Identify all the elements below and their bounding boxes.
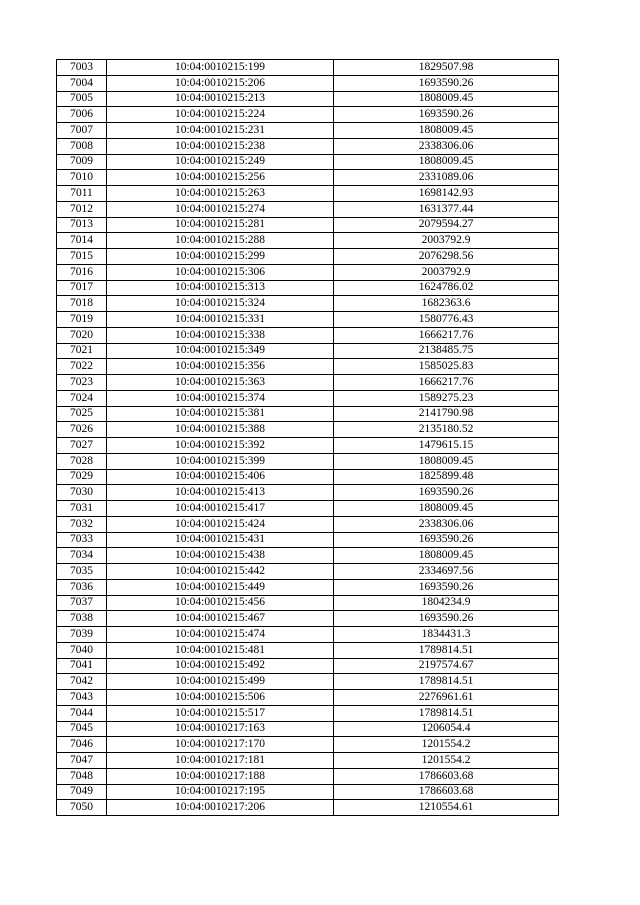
table-row [57, 107, 559, 123]
cadastral-number-cell: 10:04:0010215:499 [107, 674, 334, 690]
table-row [57, 658, 559, 674]
cadastral-number-cell: 10:04:0010215:399 [107, 453, 334, 469]
table-row [57, 674, 559, 690]
value-cell: 1693590.26 [334, 107, 559, 123]
table-row [57, 343, 559, 359]
table-row [57, 406, 559, 422]
table-row [57, 280, 559, 296]
row-number-cell: 7029 [57, 469, 107, 485]
value-cell: 1479615.15 [334, 438, 559, 454]
row-number-cell: 7004 [57, 75, 107, 91]
value-cell: 2197574.67 [334, 658, 559, 674]
value-cell: 1624786.02 [334, 280, 559, 296]
table-row [57, 784, 559, 800]
cadastral-number-cell: 10:04:0010217:206 [107, 800, 334, 816]
row-number-cell: 7020 [57, 327, 107, 343]
table-row [57, 91, 559, 107]
cadastral-number-cell: 10:04:0010215:506 [107, 690, 334, 706]
cadastral-number-cell: 10:04:0010215:274 [107, 201, 334, 217]
row-number-cell: 7025 [57, 406, 107, 422]
row-number-cell: 7034 [57, 548, 107, 564]
value-cell: 1786603.68 [334, 784, 559, 800]
data-table [56, 59, 559, 816]
row-number-cell: 7019 [57, 312, 107, 328]
cadastral-number-cell: 10:04:0010215:392 [107, 438, 334, 454]
cadastral-number-cell: 10:04:0010215:213 [107, 91, 334, 107]
value-cell: 1666217.76 [334, 375, 559, 391]
row-number-cell: 7012 [57, 201, 107, 217]
table-row [57, 532, 559, 548]
row-number-cell: 7003 [57, 60, 107, 76]
value-cell: 2135180.52 [334, 422, 559, 438]
value-cell: 1698142.93 [334, 186, 559, 202]
row-number-cell: 7023 [57, 375, 107, 391]
row-number-cell: 7047 [57, 753, 107, 769]
data-table-body [57, 60, 559, 816]
row-number-cell: 7038 [57, 611, 107, 627]
table-row [57, 312, 559, 328]
row-number-cell: 7033 [57, 532, 107, 548]
cadastral-number-cell: 10:04:0010215:249 [107, 154, 334, 170]
value-cell: 1834431.3 [334, 627, 559, 643]
value-cell: 1206054.4 [334, 721, 559, 737]
value-cell: 1631377.44 [334, 201, 559, 217]
table-row [57, 485, 559, 501]
row-number-cell: 7005 [57, 91, 107, 107]
cadastral-number-cell: 10:04:0010215:413 [107, 485, 334, 501]
row-number-cell: 7014 [57, 233, 107, 249]
row-number-cell: 7006 [57, 107, 107, 123]
value-cell: 1786603.68 [334, 768, 559, 784]
value-cell: 2141790.98 [334, 406, 559, 422]
table-row [57, 705, 559, 721]
table-row [57, 595, 559, 611]
table-row [57, 438, 559, 454]
value-cell: 2076298.56 [334, 249, 559, 265]
table-row [57, 768, 559, 784]
row-number-cell: 7011 [57, 186, 107, 202]
table-row [57, 721, 559, 737]
table-row [57, 469, 559, 485]
table-row [57, 453, 559, 469]
row-number-cell: 7007 [57, 123, 107, 139]
cadastral-number-cell: 10:04:0010215:281 [107, 217, 334, 233]
row-number-cell: 7030 [57, 485, 107, 501]
row-number-cell: 7022 [57, 359, 107, 375]
cadastral-number-cell: 10:04:0010215:306 [107, 264, 334, 280]
table-row [57, 800, 559, 816]
row-number-cell: 7031 [57, 501, 107, 517]
value-cell: 1789814.51 [334, 642, 559, 658]
value-cell: 1808009.45 [334, 91, 559, 107]
value-cell: 1789814.51 [334, 674, 559, 690]
row-number-cell: 7037 [57, 595, 107, 611]
cadastral-number-cell: 10:04:0010215:313 [107, 280, 334, 296]
cadastral-number-cell: 10:04:0010217:181 [107, 753, 334, 769]
value-cell: 1589275.23 [334, 390, 559, 406]
table-row [57, 201, 559, 217]
table-row [57, 123, 559, 139]
value-cell: 2079594.27 [334, 217, 559, 233]
table-row [57, 579, 559, 595]
value-cell: 1693590.26 [334, 579, 559, 595]
table-row [57, 170, 559, 186]
table-row [57, 501, 559, 517]
value-cell: 2338306.06 [334, 516, 559, 532]
value-cell: 1201554.2 [334, 737, 559, 753]
value-cell: 1666217.76 [334, 327, 559, 343]
cadastral-number-cell: 10:04:0010215:442 [107, 564, 334, 580]
row-number-cell: 7009 [57, 154, 107, 170]
cadastral-number-cell: 10:04:0010215:381 [107, 406, 334, 422]
row-number-cell: 7016 [57, 264, 107, 280]
table-row [57, 60, 559, 76]
table-row [57, 138, 559, 154]
cadastral-number-cell: 10:04:0010215:299 [107, 249, 334, 265]
value-cell: 1808009.45 [334, 123, 559, 139]
value-cell: 2138485.75 [334, 343, 559, 359]
cadastral-number-cell: 10:04:0010215:456 [107, 595, 334, 611]
cadastral-number-cell: 10:04:0010215:231 [107, 123, 334, 139]
table-row [57, 296, 559, 312]
cadastral-number-cell: 10:04:0010215:374 [107, 390, 334, 406]
cadastral-number-cell: 10:04:0010215:331 [107, 312, 334, 328]
cadastral-number-cell: 10:04:0010215:324 [107, 296, 334, 312]
value-cell: 1201554.2 [334, 753, 559, 769]
row-number-cell: 7032 [57, 516, 107, 532]
row-number-cell: 7039 [57, 627, 107, 643]
table-row [57, 233, 559, 249]
value-cell: 1829507.98 [334, 60, 559, 76]
cadastral-number-cell: 10:04:0010215:474 [107, 627, 334, 643]
value-cell: 1808009.45 [334, 453, 559, 469]
table-row [57, 264, 559, 280]
table-row [57, 548, 559, 564]
cadastral-number-cell: 10:04:0010215:363 [107, 375, 334, 391]
cadastral-number-cell: 10:04:0010215:288 [107, 233, 334, 249]
value-cell: 1808009.45 [334, 501, 559, 517]
value-cell: 2276961.61 [334, 690, 559, 706]
row-number-cell: 7024 [57, 390, 107, 406]
value-cell: 2331089.06 [334, 170, 559, 186]
table-row [57, 690, 559, 706]
value-cell: 1682363.6 [334, 296, 559, 312]
cadastral-number-cell: 10:04:0010215:349 [107, 343, 334, 359]
row-number-cell: 7010 [57, 170, 107, 186]
row-number-cell: 7026 [57, 422, 107, 438]
value-cell: 1693590.26 [334, 611, 559, 627]
value-cell: 1825899.48 [334, 469, 559, 485]
table-row [57, 154, 559, 170]
cadastral-number-cell: 10:04:0010215:256 [107, 170, 334, 186]
table-row [57, 186, 559, 202]
cadastral-number-cell: 10:04:0010215:356 [107, 359, 334, 375]
table-row [57, 390, 559, 406]
value-cell: 2334697.56 [334, 564, 559, 580]
cadastral-number-cell: 10:04:0010215:224 [107, 107, 334, 123]
row-number-cell: 7048 [57, 768, 107, 784]
cadastral-number-cell: 10:04:0010215:492 [107, 658, 334, 674]
cadastral-number-cell: 10:04:0010215:481 [107, 642, 334, 658]
table-row [57, 642, 559, 658]
table-row [57, 327, 559, 343]
table-row [57, 422, 559, 438]
row-number-cell: 7044 [57, 705, 107, 721]
row-number-cell: 7045 [57, 721, 107, 737]
row-number-cell: 7041 [57, 658, 107, 674]
table-row [57, 564, 559, 580]
value-cell: 1693590.26 [334, 532, 559, 548]
value-cell: 1789814.51 [334, 705, 559, 721]
table-row [57, 753, 559, 769]
cadastral-number-cell: 10:04:0010217:195 [107, 784, 334, 800]
cadastral-number-cell: 10:04:0010217:188 [107, 768, 334, 784]
table-row [57, 359, 559, 375]
value-cell: 1808009.45 [334, 548, 559, 564]
cadastral-number-cell: 10:04:0010217:170 [107, 737, 334, 753]
cadastral-number-cell: 10:04:0010215:517 [107, 705, 334, 721]
value-cell: 2338306.06 [334, 138, 559, 154]
row-number-cell: 7015 [57, 249, 107, 265]
table-row [57, 75, 559, 91]
cadastral-number-cell: 10:04:0010215:449 [107, 579, 334, 595]
row-number-cell: 7035 [57, 564, 107, 580]
row-number-cell: 7046 [57, 737, 107, 753]
cadastral-number-cell: 10:04:0010215:388 [107, 422, 334, 438]
table-row [57, 516, 559, 532]
row-number-cell: 7040 [57, 642, 107, 658]
cadastral-number-cell: 10:04:0010215:206 [107, 75, 334, 91]
cadastral-number-cell: 10:04:0010215:238 [107, 138, 334, 154]
row-number-cell: 7028 [57, 453, 107, 469]
table-row [57, 249, 559, 265]
value-cell: 1210554.61 [334, 800, 559, 816]
row-number-cell: 7021 [57, 343, 107, 359]
cadastral-number-cell: 10:04:0010215:199 [107, 60, 334, 76]
table-row [57, 375, 559, 391]
cadastral-number-cell: 10:04:0010215:424 [107, 516, 334, 532]
row-number-cell: 7036 [57, 579, 107, 595]
value-cell: 2003792.9 [334, 264, 559, 280]
row-number-cell: 7042 [57, 674, 107, 690]
cadastral-number-cell: 10:04:0010215:338 [107, 327, 334, 343]
value-cell: 2003792.9 [334, 233, 559, 249]
row-number-cell: 7050 [57, 800, 107, 816]
value-cell: 1585025.83 [334, 359, 559, 375]
row-number-cell: 7013 [57, 217, 107, 233]
table-row [57, 217, 559, 233]
cadastral-number-cell: 10:04:0010217:163 [107, 721, 334, 737]
cadastral-number-cell: 10:04:0010215:467 [107, 611, 334, 627]
value-cell: 1804234.9 [334, 595, 559, 611]
value-cell: 1580776.43 [334, 312, 559, 328]
cadastral-number-cell: 10:04:0010215:417 [107, 501, 334, 517]
row-number-cell: 7049 [57, 784, 107, 800]
row-number-cell: 7017 [57, 280, 107, 296]
cadastral-number-cell: 10:04:0010215:438 [107, 548, 334, 564]
table-row [57, 611, 559, 627]
row-number-cell: 7008 [57, 138, 107, 154]
cadastral-number-cell: 10:04:0010215:406 [107, 469, 334, 485]
row-number-cell: 7043 [57, 690, 107, 706]
table-row [57, 737, 559, 753]
cadastral-number-cell: 10:04:0010215:263 [107, 186, 334, 202]
row-number-cell: 7027 [57, 438, 107, 454]
value-cell: 1693590.26 [334, 485, 559, 501]
cadastral-number-cell: 10:04:0010215:431 [107, 532, 334, 548]
row-number-cell: 7018 [57, 296, 107, 312]
table-row [57, 627, 559, 643]
value-cell: 1808009.45 [334, 154, 559, 170]
value-cell: 1693590.26 [334, 75, 559, 91]
